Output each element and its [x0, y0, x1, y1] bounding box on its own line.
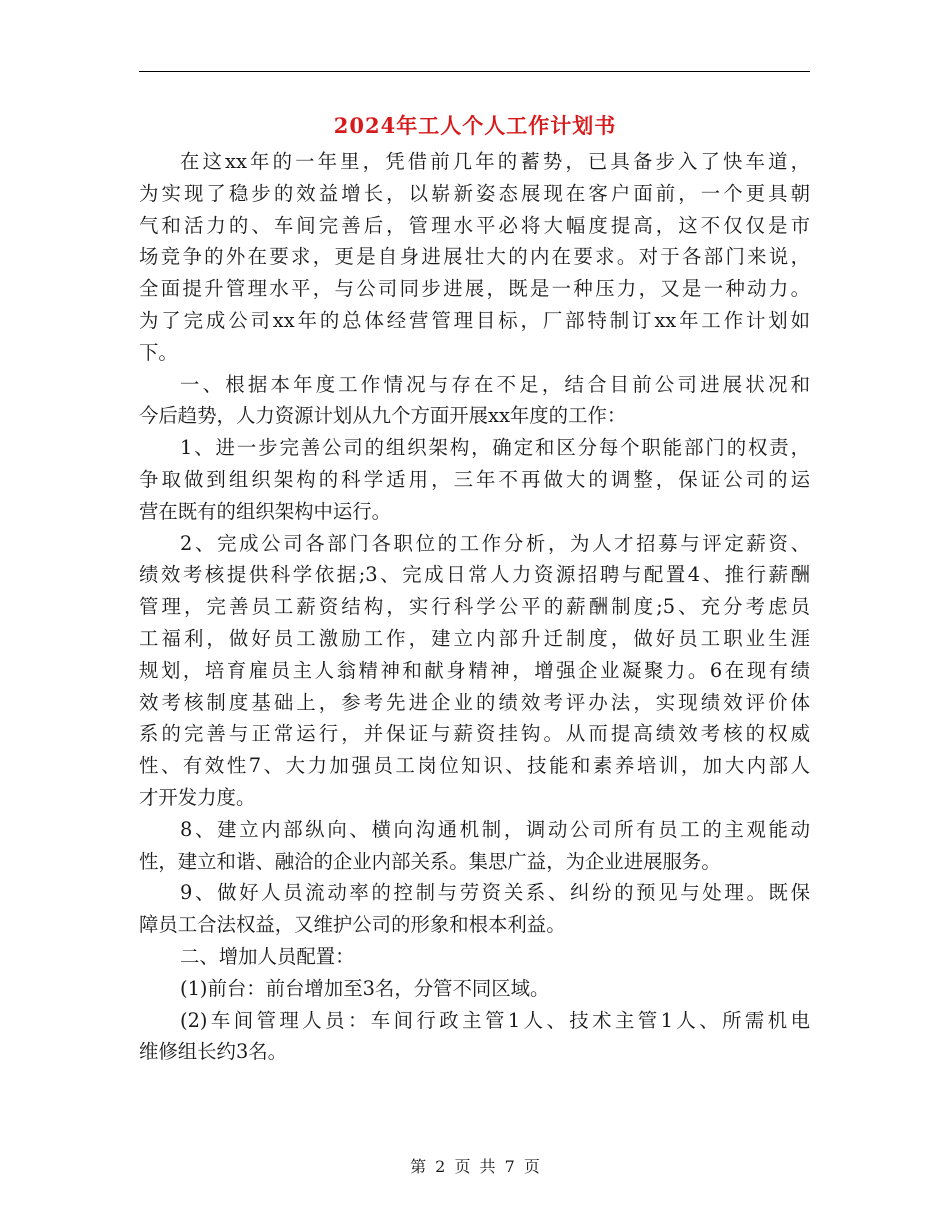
- text-line: 9、做好人员流动率的控制与劳资关系、纠纷的预见与处理。既保: [180, 881, 810, 905]
- text-line: 工福利，做好员工激励工作，建立内部升迁制度，做好员工职业生涯: [139, 626, 810, 650]
- text-line: 1、进一步完善公司的组织架构，确定和区分每个职能部门的权责，: [180, 436, 810, 460]
- text-line: (2)车间管理人员：车间行政主管1人、技术主管1人、所需机电: [180, 1008, 810, 1032]
- text-line: 营在既有的组织架构中运行。: [139, 499, 392, 523]
- text-line: 为实现了稳步的效益增长，以崭新姿态展现在客户面前，一个更具朝: [139, 181, 810, 205]
- text-line: 争取做到组织架构的科学适用，三年不再做大的调整，保证公司的运: [139, 467, 810, 491]
- text-line: 效考核制度基础上，参考先进企业的绩效考评办法，实现绩效评价体: [139, 690, 810, 714]
- text-line: 维修组长约3名。: [139, 1040, 288, 1064]
- text-line: 场竞争的外在要求，更是自身进展壮大的内在要求。对于各部门来说，: [139, 245, 810, 269]
- text-line: 系的完善与正常运行，并保证与薪资挂钩。从而提高绩效考核的权威: [139, 722, 810, 746]
- page-footer: 第 2 页 共 7 页: [410, 1157, 540, 1176]
- text-line: 在这xx年的一年里，凭借前几年的蓄势，已具备步入了快车道，: [180, 150, 810, 173]
- text-line: 绩效考核提供科学依据;3、完成日常人力资源招聘与配置4、推行薪酬: [139, 563, 810, 587]
- text-line: 8、建立内部纵向、横向沟通机制，调动公司所有员工的主观能动: [180, 817, 810, 841]
- text-line: 2、完成公司各部门各职位的工作分析，为人才招募与评定薪资、: [180, 531, 810, 555]
- document-body: [139, 146, 810, 1068]
- text-line: 二、增加人员配置：: [180, 944, 355, 968]
- text-line: 才开发力度。: [139, 785, 256, 809]
- document-title: 2024年工人个人工作计划书: [333, 113, 617, 138]
- text-line: 气和活力的、车间完善后，管理水平必将大幅度提高，这不仅仅是市: [139, 213, 810, 237]
- text-line: 全面提升管理水平，与公司同步进展，既是一种压力，又是一种动力。: [139, 277, 810, 301]
- text-line: 一、根据本年度工作情况与存在不足，结合目前公司进展状况和: [180, 372, 810, 396]
- text-line: 为了完成公司xx年的总体经营管理目标，厂部特制订xx年工作计划如: [139, 308, 810, 332]
- text-line: 规划，培育雇员主人翁精神和献身精神，增强企业凝聚力。6在现有绩: [139, 658, 810, 682]
- text-line: 管理，完善员工薪资结构，实行科学公平的薪酬制度;5、充分考虑员: [139, 595, 810, 619]
- text-line: 下。: [139, 340, 178, 364]
- text-line: 性，建立和谐、融洽的企业内部关系。集思广益，为企业进展服务。: [139, 849, 721, 873]
- text-line: (1)前台：前台增加至3名，分管不同区域。: [180, 976, 550, 1000]
- text-line: 性、有效性7、大力加强员工岗位知识、技能和素养培训，加大内部人: [139, 754, 810, 778]
- header-rule: [139, 71, 810, 72]
- text-line: 今后趋势，人力资源计划从九个方面开展xx年度的工作：: [139, 404, 627, 428]
- text-line: 障员工合法权益，又维护公司的形象和根本利益。: [139, 913, 566, 937]
